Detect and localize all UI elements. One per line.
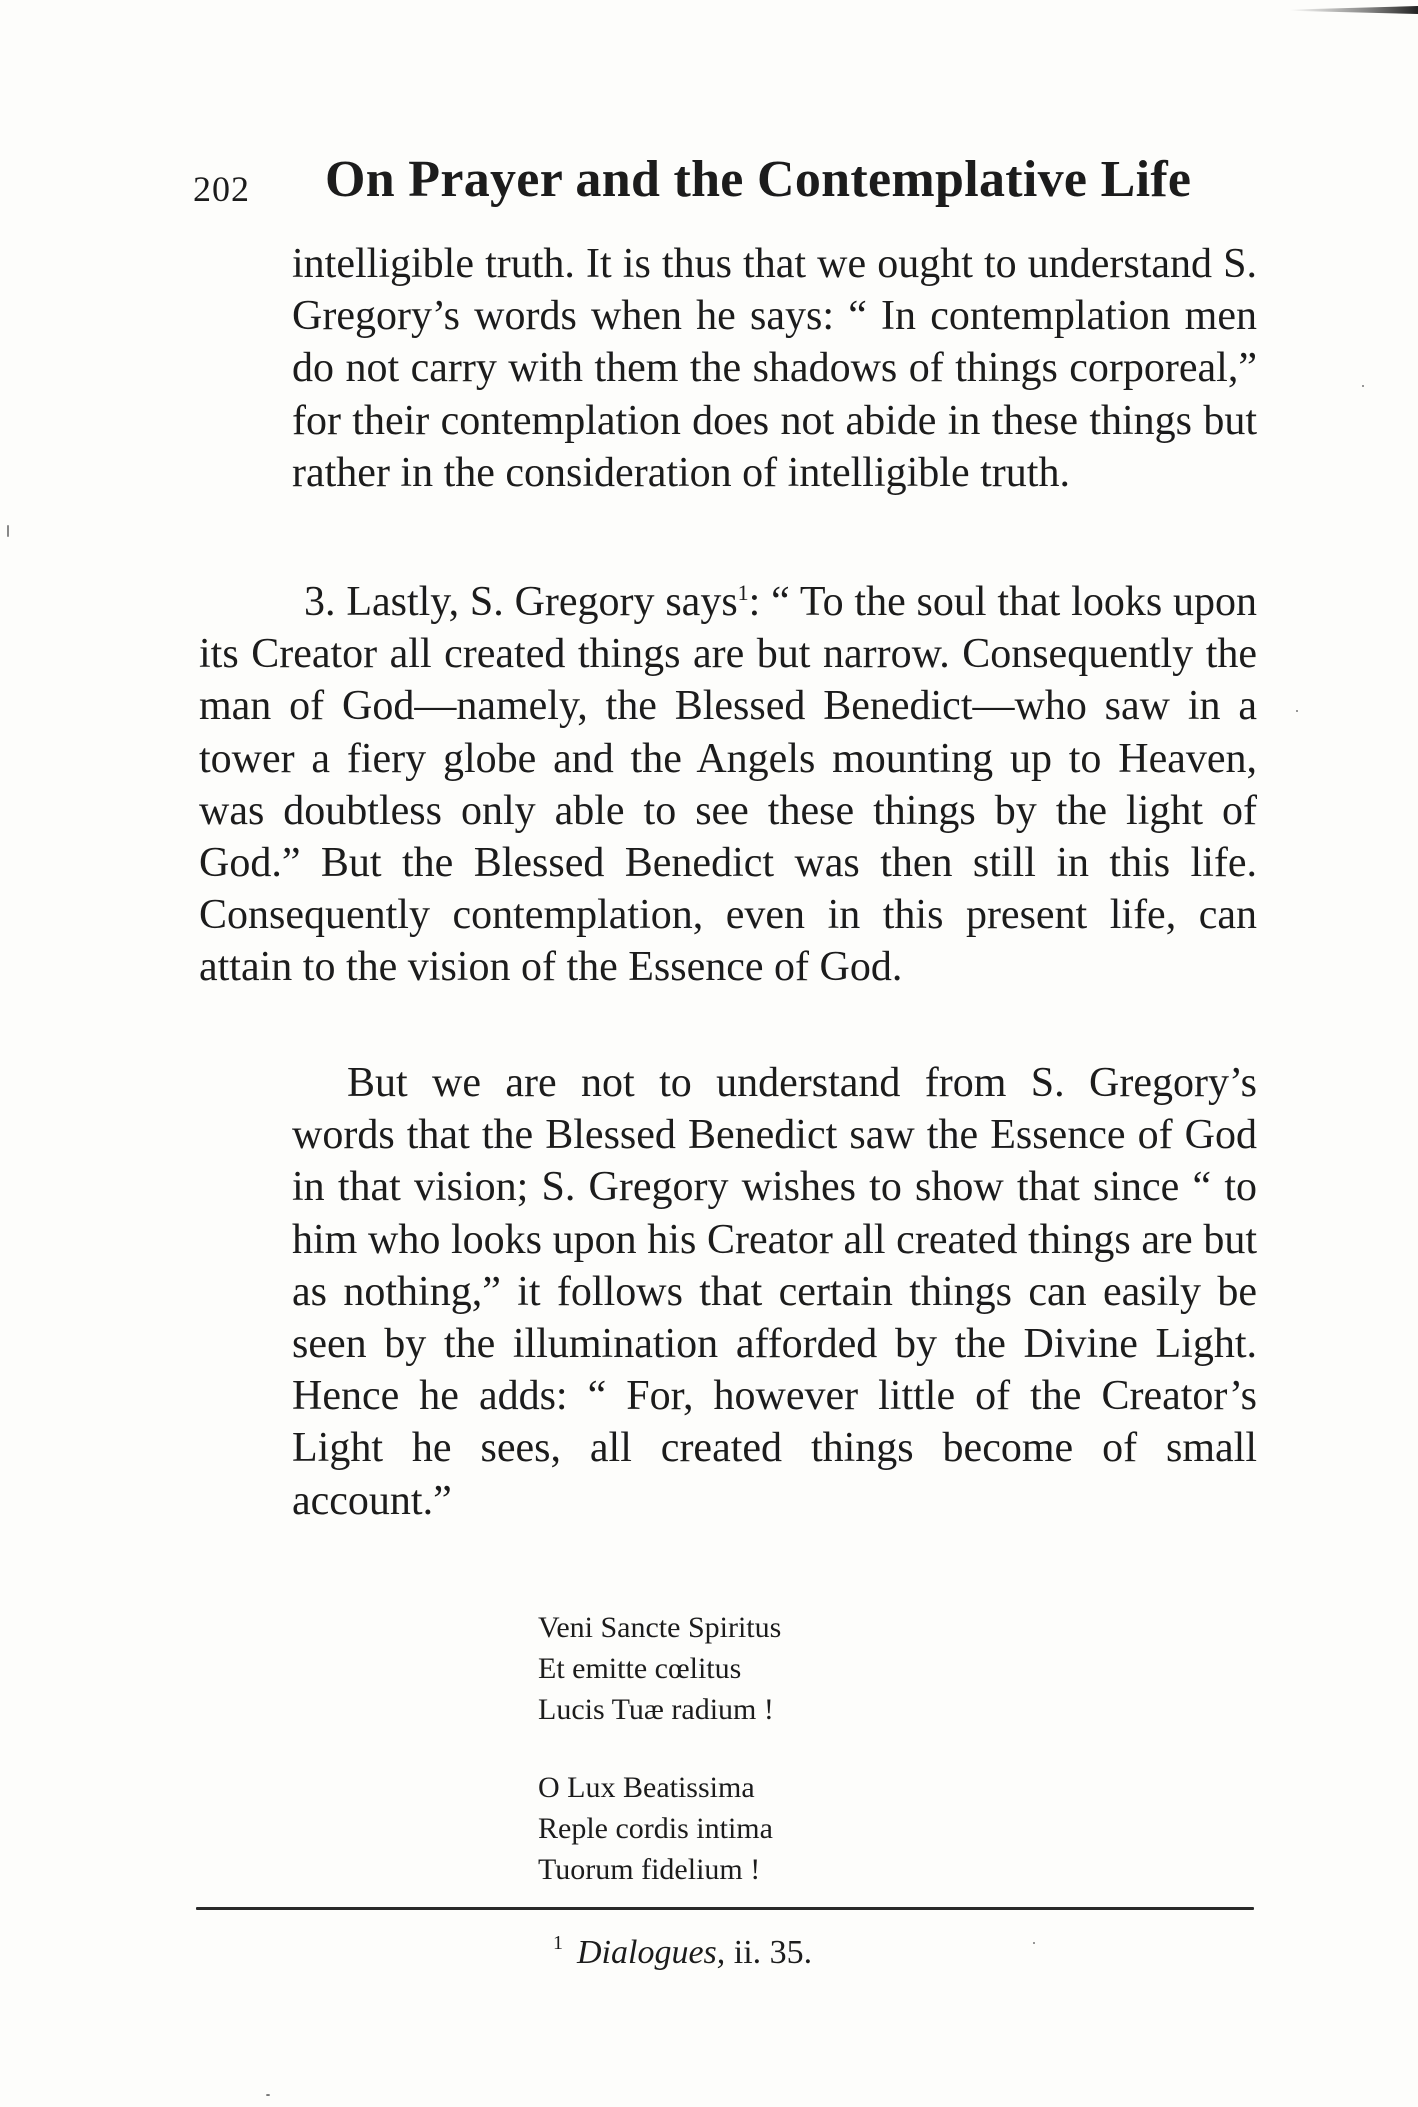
page-number: 202 bbox=[193, 169, 250, 209]
paragraph-objection-3-rest: : “ To the soul that looks upon its Creator all created things are but narrow. Consequently the man of God—namely, the Blessed Benedict—who saw in a tower a fiery globe and the Angels mounting up to Heaven, was doubtless only able to see these things by the light of God.” But the Blessed Benedict was then still in this life. Consequently contemplation, even in this present life, can attain to the vision of the Essence of God. bbox=[199, 579, 1258, 991]
footnote-title: Dialogues, bbox=[577, 1934, 726, 1971]
paragraph-reply: But we are not to understand from S. Gregory’s words that the Blessed Benedict saw the Essence of God in that vision; S. Gregory wishes to show that since “ to him who looks upon his Creator all created things are but as nothing,” it follows that certain things can easily be seen by the illumination afforded by the Divine Light. Hence he adds: “ For, however little of the Creator’s Light he sees, all created things become of small account.” bbox=[292, 1060, 1257, 1524]
scan-speck bbox=[1033, 1942, 1035, 1944]
paragraph-objection-3-start: 3. Lastly, S. Gregory says bbox=[304, 579, 738, 625]
verse-line: Veni Sancte Spiritus bbox=[538, 1611, 782, 1644]
paragraph-continuation: intelligible truth. It is thus that we ought to understand S. Gregory’s words when he says: “ In contemplation men do not carry with them the shadows of things corporeal,” for their contemplation does not abide in these things but rather in the consideration of intelligible truth. bbox=[292, 241, 1257, 496]
verse-line: Reple cordis intima bbox=[538, 1812, 773, 1845]
verse-stanza-1 bbox=[538, 1607, 781, 1730]
footnote-divider bbox=[196, 1907, 1254, 1910]
verse-line: Et emitte cœlitus bbox=[538, 1652, 742, 1685]
scan-speck bbox=[1296, 710, 1298, 712]
verse-line: O Lux Beatissima bbox=[538, 1771, 755, 1804]
scan-speck bbox=[266, 2094, 270, 2096]
scan-speck bbox=[7, 525, 9, 537]
scan-speck bbox=[1362, 385, 1364, 387]
verse-stanza-2 bbox=[538, 1767, 773, 1890]
verse-line: Lucis Tuæ radium ! bbox=[538, 1693, 774, 1726]
footnote bbox=[553, 1932, 812, 1972]
paragraph-objection-3 bbox=[199, 567, 1257, 994]
scan-edge-mark bbox=[1290, 6, 1418, 14]
footnote-reference-text: ii. 35. bbox=[733, 1934, 813, 1971]
verse-line: Tuorum fidelium ! bbox=[538, 1853, 761, 1886]
footnote-marker: 1 bbox=[553, 1932, 563, 1954]
footnote-reference: 1 bbox=[737, 580, 749, 605]
page-header bbox=[193, 150, 1253, 230]
running-head: On Prayer and the Contemplative Life bbox=[325, 151, 1192, 208]
